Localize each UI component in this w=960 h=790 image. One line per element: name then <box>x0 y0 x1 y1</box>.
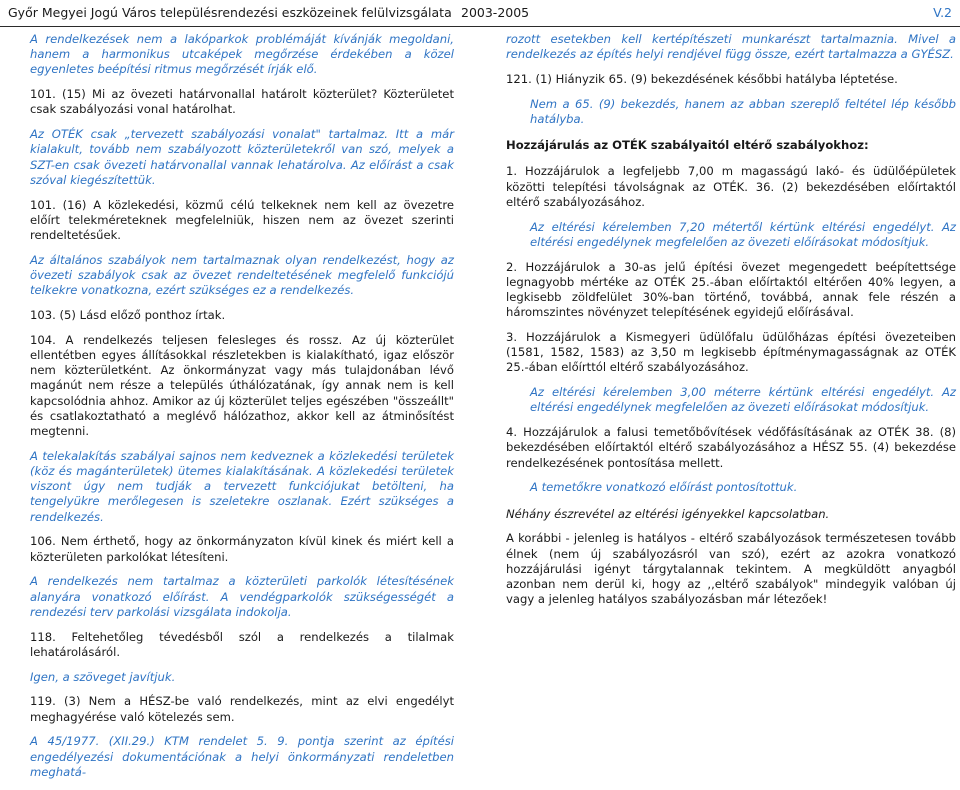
paragraph: Az általános szabályok nem tartalmaznak olyan rendelkezést, hogy az övezeti szabályok csak az övezet rendeltetésének megfelelő funkciójú telkekre vonatkozna, ezért szükséges ez a rendelkezés. <box>30 252 454 298</box>
right-column <box>506 32 956 617</box>
left-column <box>30 32 454 790</box>
paragraph: 104. A rendelkezés teljesen felesleges és rossz. Az új közterület ellentétben egyes állításokkal részletekben is kialakítható, igaz először nem közterületként. Az önkormányzat vagy más tulajdonában lévő magánút nem része a település úthálózatának, így annak nem is kell kapcsolódnia ahhoz. Amikor az új közterület teljes egészében "összeállt" és csatlakoztatható a meglévő hálózathoz, akkor kell az átminősítést megtenni. <box>30 332 454 439</box>
paragraph: 106. Nem érthető, hogy az önkormányzaton kívül kinek és miért kell a közterületen parkolókat létesíteni. <box>30 534 454 564</box>
paragraph: 103. (5) Lásd előző ponthoz írtak. <box>30 308 226 323</box>
paragraph: A korábbi - jelenleg is hatályos - eltérő szabályozások természetesen tovább élnek (nem új szabályozásról van szó), ezért az azokra vonatkozó hozzájárulási igényt tárgytalannak tekintem. A megküldött anyagból azonban nem derül ki, hogy az ,,eltérő szabályok" mindegyik valóban új vagy a jelenleg hatályos szabályozásban már létezőek! <box>506 531 956 607</box>
paragraph: Az OTÉK csak „tervezett szabályozási vonalat" tartalmaz. Itt a már kialakult, tovább nem szabályozott közterületekről van szó, melyek a SZT-en csak övezeti határvonallal vannak lehatárolva. Az előírást a csak szóval kiegészítettük. <box>30 127 454 187</box>
paragraph: 4. Hozzájárulok a falusi temetőbővítések védőfásításának az OTÉK 38. (8) bekezdésében előírtaktól eltérő szabályozásához a HÉSZ 55. (4) bekezdése rendelkezésének pontosítása mellett. <box>506 425 956 470</box>
document-version: V.2 <box>933 5 952 20</box>
paragraph: A telekalakítás szabályai sajnos nem kedveznek a közlekedési területek (köz és magánterületek) ütemes kialakításának. A közlekedési területek viszont úgy nem tudják a tervezett funkciójukat betölteni, ha tengelyükre merőlegesen is szeletekre oszlanak. Ezért szükséges a rendelkezés. <box>30 448 454 524</box>
paragraph: A rendelkezések nem a lakóparkok problémáját kívánják megoldani, hanem a harmonikus utcaképek megőrzése érdekében a közel egyenletes beépítési ritmus megőrzését írják elő. <box>30 32 454 77</box>
paragraph: 1. Hozzájárulok a legfeljebb 7,00 m magasságú lakó- és üdülőépületek közötti telepítési távolságnak az OTÉK. 36. (2) bekezdésében előírtaktól eltérő szabályozásához. <box>506 164 956 209</box>
paragraph: 3. Hozzájárulok a Kismegyeri üdülőfalu üdülőházas építési övezeteiben (1581, 1582, 1583) az 3,50 m legkisebb építménymagasságnak az OTÉK 25.-ában előírttól eltérő szabályozásához. <box>506 330 956 375</box>
paragraph: Igen, a szöveget javítjuk. <box>30 669 176 684</box>
paragraph: 119. (3) Nem a HÉSZ-be való rendelkezés, mint az elvi engedélyt meghagyérése való kötelezés sem. <box>30 694 454 724</box>
document-years: 2003-2005 <box>461 5 530 20</box>
section-heading: Hozzájárulás az OTÉK szabályaitól eltérő szabályokhoz: <box>506 138 869 153</box>
paragraph: rozott esetekben kell kertépítészeti munkarészt tartalmaznia. Mivel a rendelkezés az építés helyi rendjével függ össze, ezért tartalmazza a GYÉSZ. <box>506 32 956 62</box>
paragraph: A 45/1977. (XII.29.) KTM rendelet 5. 9. pontja szerint az építési engedélyezési dokumentációnak a helyi önkormányzati rendeletben meghatá- <box>30 734 454 779</box>
paragraph: Az eltérési kérelemben 7,20 métertől kértünk eltérési engedélyt. Az eltérési engedélynek megfelelően az övezeti előírásokat módosítjuk. <box>530 219 956 249</box>
paragraph: A temetőkre vonatkozó előírást pontosítottuk. <box>530 480 798 495</box>
paragraph: Nem a 65. (9) bekezdés, hanem az abban szereplő feltétel lép később hatályba. <box>530 96 956 126</box>
document-title: Győr Megyei Jogú Város településrendezési eszközeinek felülvizsgálata <box>8 5 452 20</box>
paragraph: 101. (15) Mi az övezeti határvonallal határolt közterület? Közterületet csak szabályozási vonal határolhat. <box>30 87 454 117</box>
paragraph: 118. Feltehetőleg tévedésből szól a rendelkezés a tilalmak lehatárolásáról. <box>30 629 454 659</box>
page-header <box>0 0 960 27</box>
paragraph: A rendelkezés nem tartalmaz a közterületi parkolók létesítésének alanyára vonatkozó előírást. A vendégparkolók szükségességét a rendezési terv parkolási vizsgálata indokolja. <box>30 574 454 619</box>
paragraph: 101. (16) A közlekedési, közmű célú telkeknek nem kell az övezetre előírt telekméreteknek megfelelniük, hiszen nem az övezet szerinti rendeltetésűek. <box>30 197 454 243</box>
paragraph: Néhány észrevétel az eltérési igényekkel kapcsolatban. <box>506 506 830 521</box>
paragraph: 2. Hozzájárulok a 30-as jelű építési övezet megengedett beépítettsége legnagyobb mértéke az OTÉK 25.-ában előírtaktól eltérően 40% legyen, a legkisebb zöldfelület 30%-ban történő, továbbá, annak fele részén a háromszintes növényzet telepítésének egyidejű előírásával. <box>506 259 956 320</box>
paragraph: 121. (1) Hiányzik 65. (9) bekezdésének későbbi hatályba léptetése. <box>506 72 898 86</box>
paragraph: Az eltérési kérelemben 3,00 méterre kértünk eltérési engedélyt. Az eltérési engedélynek megfelelően az övezeti előírásokat módosítjuk. <box>530 385 956 415</box>
